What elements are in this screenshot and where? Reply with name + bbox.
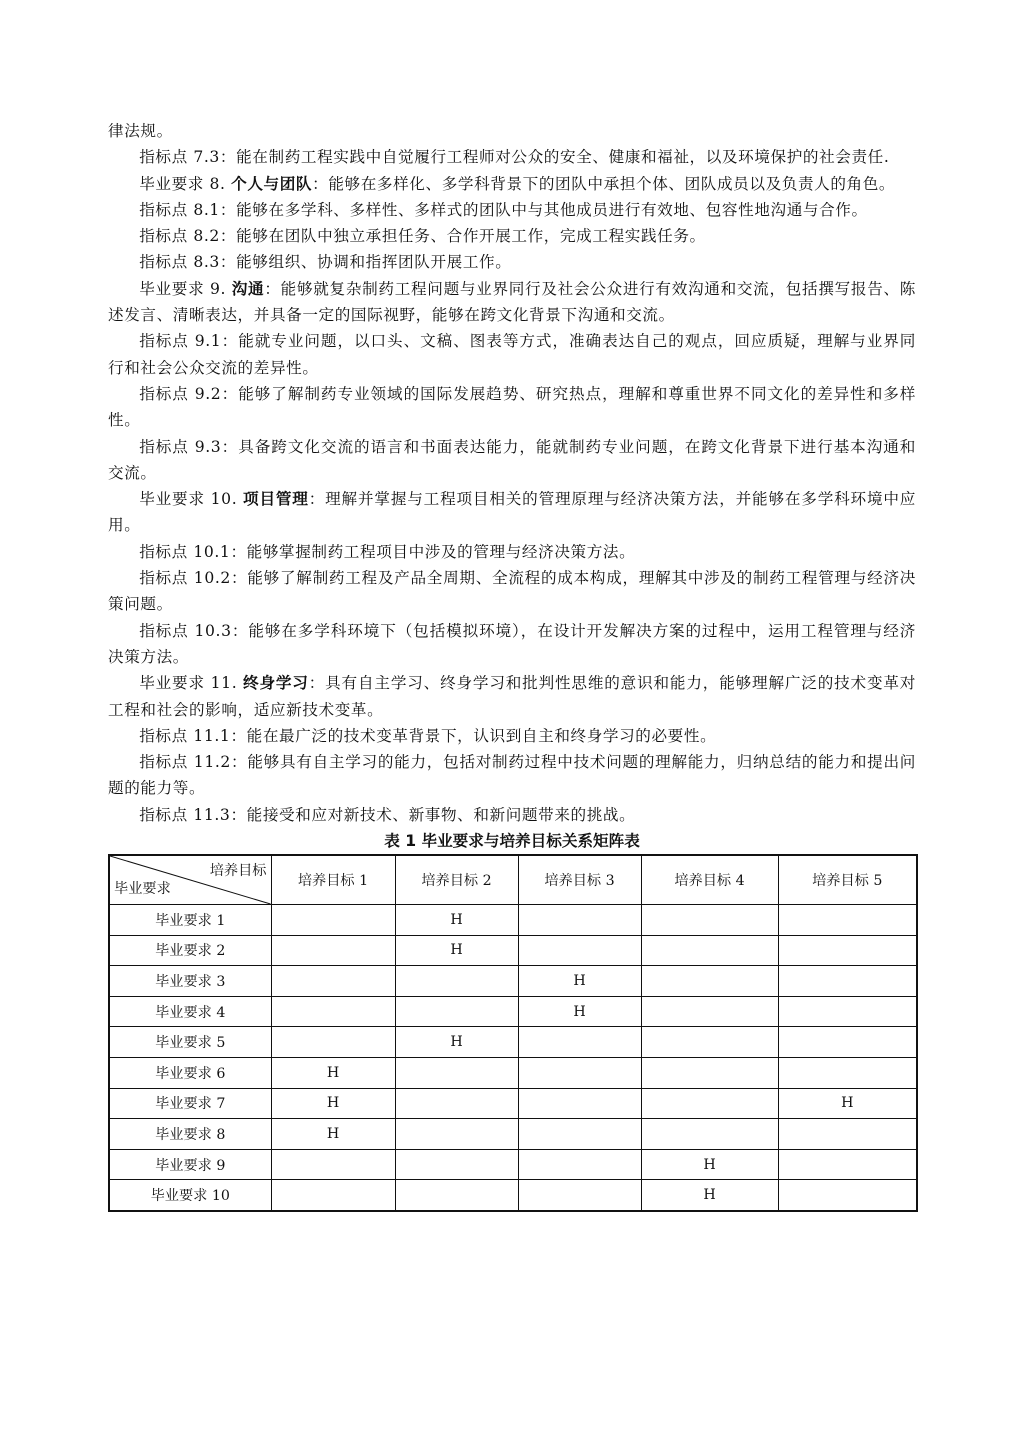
indicator-paragraph (108, 249, 916, 275)
matrix-cell: H (271, 1057, 395, 1088)
requirement-number: 毕业要求 9. (139, 279, 232, 298)
indicator-paragraph (108, 197, 916, 223)
column-header: 培养目标 1 (271, 855, 395, 905)
indicator-paragraph (108, 749, 916, 802)
matrix-cell (641, 905, 778, 936)
indicator-paragraph (108, 434, 916, 487)
paragraph-text: 指标点 9.1：能就专业问题，以口头、文稿、图表等方式，准确表达自己的观点，回应质疑，理解与业界同行和社会公众交流的差异性。 (108, 332, 916, 377)
paragraph-text: 律法规。 (108, 122, 173, 140)
table-body (109, 905, 917, 1211)
row-label: 毕业要求 5 (109, 1027, 271, 1058)
matrix-cell (641, 1027, 778, 1058)
requirements-goals-matrix (108, 854, 918, 1212)
requirement-paragraph (108, 171, 916, 197)
paragraph-text: 指标点 7.3：能在制药工程实践中自觉履行工程师对公众的安全、健康和福祉，以及环境保护的社会责任. (139, 148, 890, 167)
paragraph-text: ：理解并掌握与工程项目相关的管理原理与经济决策方法，并能够在多学科环境中应用。 (108, 490, 916, 535)
row-label: 毕业要求 9 (109, 1149, 271, 1180)
paragraph-text: ：能够在多样化、多学科背景下的团队中承担个体、团队成员以及负责人的角色。 (312, 174, 896, 193)
indicator-paragraph (108, 118, 916, 144)
matrix-cell (518, 1088, 641, 1119)
matrix-cell (778, 1180, 917, 1211)
matrix-cell (271, 1149, 395, 1180)
matrix-cell: H (641, 1180, 778, 1211)
table-row (109, 905, 917, 936)
paragraph-text: 指标点 10.3：能够在多学科环境下（包括模拟环境），在设计开发解决方案的过程中，运用工程管理与经济决策方法。 (108, 621, 916, 666)
matrix-cell (641, 935, 778, 966)
matrix-cell (271, 1180, 395, 1211)
matrix-cell (518, 1119, 641, 1150)
matrix-cell: H (395, 1027, 518, 1058)
column-header: 培养目标 3 (518, 855, 641, 905)
matrix-cell (778, 905, 917, 936)
matrix-cell (778, 996, 917, 1027)
table-header-row (109, 855, 917, 905)
paragraph-text: 指标点 11.1：能在最广泛的技术变革背景下，认识到自主和终身学习的必要性。 (139, 726, 717, 745)
matrix-cell (271, 1027, 395, 1058)
matrix-cell (395, 966, 518, 997)
indicator-paragraph (108, 328, 916, 381)
table-row (109, 1088, 917, 1119)
column-header: 培养目标 4 (641, 855, 778, 905)
matrix-cell (641, 996, 778, 1027)
paragraph-text: 指标点 9.2：能够了解制药专业领域的国际发展趋势、研究热点，理解和尊重世界不同文化的差异性和多样性。 (108, 384, 916, 430)
paragraph-text: ：能够就复杂制药工程问题与业界同行及社会公众进行有效沟通和交流，包括撰写报告、陈述发言、清晰表达，并具备一定的国际视野，能够在跨文化背景下沟通和交流。 (108, 279, 916, 325)
row-label: 毕业要求 4 (109, 996, 271, 1027)
matrix-cell (778, 935, 917, 966)
matrix-cell (778, 1057, 917, 1088)
requirement-number: 毕业要求 11. (139, 674, 244, 693)
row-label: 毕业要求 2 (109, 935, 271, 966)
matrix-cell (518, 905, 641, 936)
paragraph-text: 指标点 11.2：能够具有自主学习的能力，包括对制药过程中技术问题的理解能力，归纳总结的能力和提出问题的能力等。 (108, 753, 916, 798)
indicator-paragraph (108, 381, 916, 434)
requirement-number: 毕业要求 8. (139, 174, 232, 193)
paragraph-text: 指标点 8.3：能够组织、协调和指挥团队开展工作。 (139, 253, 512, 272)
paragraph-text: 指标点 9.3：具备跨文化交流的语言和书面表达能力，能就制药专业问题，在跨文化背景下进行基本沟通和交流。 (108, 437, 916, 482)
requirement-title: 终身学习 (243, 673, 309, 693)
document-page (108, 118, 916, 1212)
matrix-cell (395, 1057, 518, 1088)
table-row (109, 966, 917, 997)
indicator-paragraph (108, 723, 916, 749)
row-label: 毕业要求 10 (109, 1180, 271, 1211)
matrix-cell (778, 966, 917, 997)
indicator-paragraph (108, 802, 916, 828)
table-row (109, 935, 917, 966)
matrix-cell (641, 966, 778, 997)
matrix-cell (395, 1149, 518, 1180)
matrix-cell (778, 1149, 917, 1180)
matrix-cell (518, 1027, 641, 1058)
matrix-cell (395, 1119, 518, 1150)
table-row (109, 1027, 917, 1058)
table-row (109, 1149, 917, 1180)
matrix-cell (518, 1149, 641, 1180)
matrix-cell: H (778, 1088, 917, 1119)
matrix-cell (518, 1057, 641, 1088)
table-row (109, 996, 917, 1027)
matrix-cell: H (395, 905, 518, 936)
requirement-number: 毕业要求 10. (139, 490, 244, 509)
paragraph-text: 指标点 8.2：能够在团队中独立承担任务、合作开展工作，完成工程实践任务。 (139, 227, 706, 246)
matrix-cell (271, 935, 395, 966)
matrix-cell: H (518, 966, 641, 997)
indicator-paragraph (108, 565, 916, 618)
matrix-cell (518, 935, 641, 966)
indicator-paragraph (108, 539, 916, 565)
indicator-paragraph (108, 144, 916, 170)
row-label: 毕业要求 1 (109, 905, 271, 936)
column-header: 培养目标 5 (778, 855, 917, 905)
requirement-title: 个人与团队 (231, 173, 313, 193)
matrix-cell (641, 1057, 778, 1088)
row-label: 毕业要求 6 (109, 1057, 271, 1088)
matrix-cell (271, 905, 395, 936)
paragraph-text: 指标点 11.3：能接受和应对新技术、新事物、和新问题带来的挑战。 (139, 805, 636, 824)
indicator-paragraph (108, 223, 916, 249)
table-row (109, 1180, 917, 1211)
requirement-paragraph (108, 486, 916, 539)
matrix-cell: H (518, 996, 641, 1027)
matrix-cell (778, 1119, 917, 1150)
matrix-cell (395, 996, 518, 1027)
table-row (109, 1119, 917, 1150)
row-label: 毕业要求 3 (109, 966, 271, 997)
matrix-cell (395, 1180, 518, 1211)
body-text (108, 118, 916, 828)
matrix-cell: H (395, 935, 518, 966)
corner-goal-label: 培养目标 (209, 863, 267, 880)
matrix-cell: H (271, 1119, 395, 1150)
row-label: 毕业要求 7 (109, 1088, 271, 1119)
matrix-cell (641, 1088, 778, 1119)
table-corner-cell (109, 855, 271, 905)
requirement-paragraph (108, 276, 916, 329)
matrix-cell (395, 1088, 518, 1119)
table-row (109, 1057, 917, 1088)
paragraph-text: 指标点 8.1：能够在多学科、多样性、多样式的团队中与其他成员进行有效地、包容性地沟通与合作。 (139, 200, 868, 219)
paragraph-text: 指标点 10.1：能够掌握制药工程项目中涉及的管理与经济决策方法。 (139, 542, 636, 561)
matrix-cell (518, 1180, 641, 1211)
paragraph-text: 指标点 10.2：能够了解制药工程及产品全周期、全流程的成本构成，理解其中涉及的制药工程管理与经济决策问题。 (108, 569, 916, 614)
row-label: 毕业要求 8 (109, 1119, 271, 1150)
matrix-cell: H (641, 1149, 778, 1180)
paragraph-text: ：具有自主学习、终身学习和批判性思维的意识和能力，能够理解广泛的技术变革对工程和社会的影响，适应新技术变革。 (108, 674, 916, 719)
matrix-cell: H (271, 1088, 395, 1119)
indicator-paragraph (108, 618, 916, 671)
matrix-cell (271, 996, 395, 1027)
table-title: 表 1 毕业要求与培养目标关系矩阵表 (384, 832, 640, 851)
matrix-cell (778, 1027, 917, 1058)
requirement-title: 项目管理 (243, 489, 309, 509)
column-header: 培养目标 2 (395, 855, 518, 905)
corner-requirement-label: 毕业要求 (114, 881, 171, 898)
requirement-paragraph (108, 670, 916, 723)
matrix-cell (271, 966, 395, 997)
requirement-title: 沟通 (231, 278, 265, 298)
matrix-cell (641, 1119, 778, 1150)
